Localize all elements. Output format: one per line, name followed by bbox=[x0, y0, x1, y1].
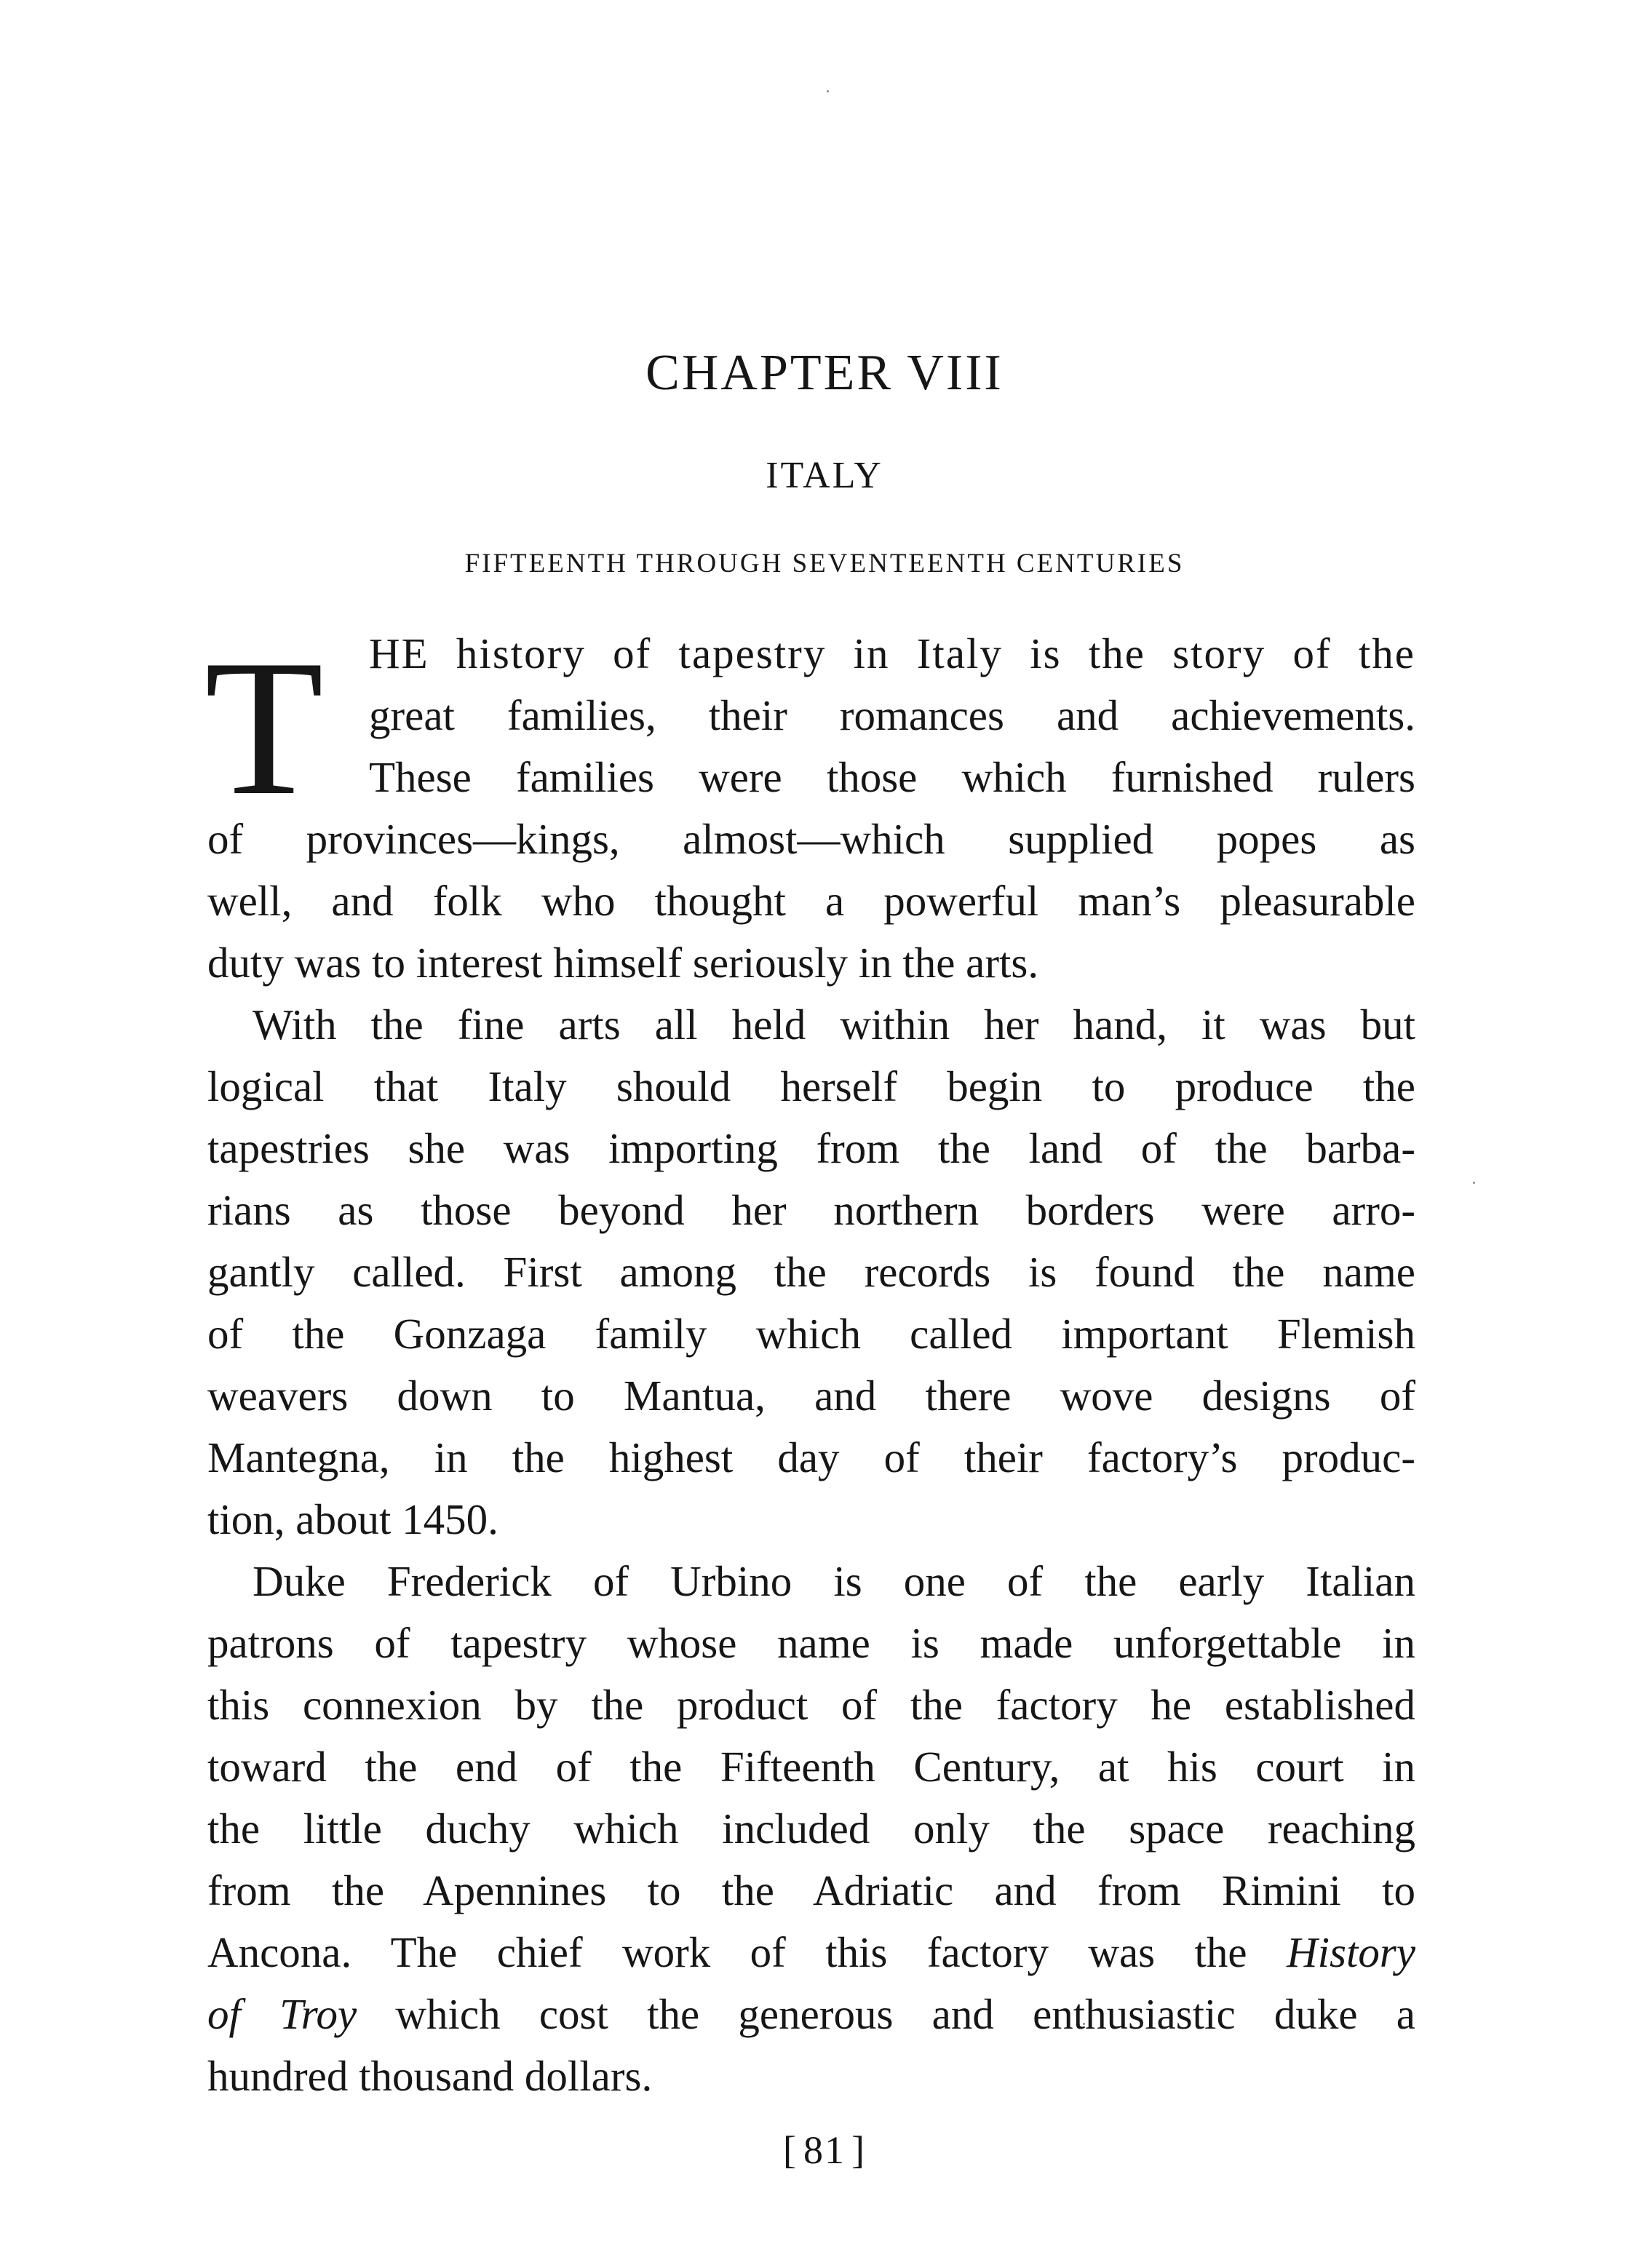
text-line: from the Apennines to the Adriatic and from Rimini to bbox=[207, 1866, 1415, 1914]
chapter-subtitle: FIFTEENTH THROUGH SEVENTEENTH CENTURIES bbox=[464, 549, 1185, 578]
text-line: With the fine arts all held within her hand, it was but bbox=[253, 1000, 1415, 1049]
text-line: this connexion by the product of the factory he established bbox=[207, 1681, 1415, 1729]
paragraph bbox=[207, 994, 1415, 1551]
italic-title: of Troy bbox=[207, 1990, 357, 2038]
text-line: rians as those beyond her northern borders were arro- bbox=[207, 1186, 1415, 1234]
text-line: gantly called. First among the records is found the name bbox=[207, 1248, 1415, 1296]
drop-cap: T bbox=[204, 619, 324, 835]
text-run: Ancona. The chief work of this factory was the bbox=[207, 1928, 1247, 1976]
text-line: well, and folk who thought a powerful man’s pleasurable bbox=[207, 877, 1415, 925]
text-line: logical that Italy should herself begin to produce the bbox=[207, 1062, 1415, 1110]
text-line: weavers down to Mantua, and there wove designs of bbox=[207, 1372, 1415, 1420]
text-line: Mantegna, in the highest day of their factory’s produc- bbox=[207, 1433, 1415, 1481]
text-line: tion, about 1450. bbox=[207, 1495, 498, 1543]
paragraph bbox=[207, 623, 1415, 994]
paper-speck bbox=[827, 90, 829, 92]
folio-bracket-open: [ bbox=[783, 2128, 798, 2172]
text-line: toward the end of the Fifteenth Century, at his court in bbox=[207, 1743, 1415, 1791]
section-title: ITALY bbox=[766, 455, 883, 496]
text-line: Duke Frederick of Urbino is one of the early Italian bbox=[253, 1557, 1415, 1605]
text-line: of provinces—kings, almost—which supplied popes as bbox=[207, 815, 1415, 863]
text-line: the little duchy which included only the space reaching bbox=[207, 1805, 1415, 1853]
text-line: of the Gonzaga family which called important Flemish bbox=[207, 1310, 1415, 1358]
page-number bbox=[0, 2128, 1649, 2173]
text-run: which cost the generous and enthusiastic duke a bbox=[395, 1990, 1415, 2038]
chapter-title: CHAPTER VIII bbox=[645, 345, 1004, 401]
text-line bbox=[207, 1922, 1415, 1983]
paragraph bbox=[207, 1551, 1415, 2107]
paper-speck bbox=[1473, 1182, 1475, 1184]
italic-title: History bbox=[1287, 1928, 1415, 1976]
text-line: duty was to interest himself seriously in the arts. bbox=[207, 939, 1039, 987]
body-text bbox=[204, 619, 1415, 2107]
folio-number: 81 bbox=[803, 2128, 846, 2172]
text-line: great families, their romances and achievements. bbox=[369, 691, 1415, 739]
text-line: patrons of tapestry whose name is made unforgettable in bbox=[207, 1619, 1415, 1667]
text-line: tapestries she was importing from the land of the barba- bbox=[207, 1124, 1415, 1172]
text-line: HE history of tapestry in Italy is the story of the bbox=[369, 629, 1415, 677]
text-line: hundred thousand dollars. bbox=[207, 2052, 653, 2100]
text-line bbox=[207, 1983, 1415, 2045]
folio-bracket-close: ] bbox=[851, 2128, 866, 2172]
text-line: These families were those which furnished rulers bbox=[369, 753, 1415, 801]
